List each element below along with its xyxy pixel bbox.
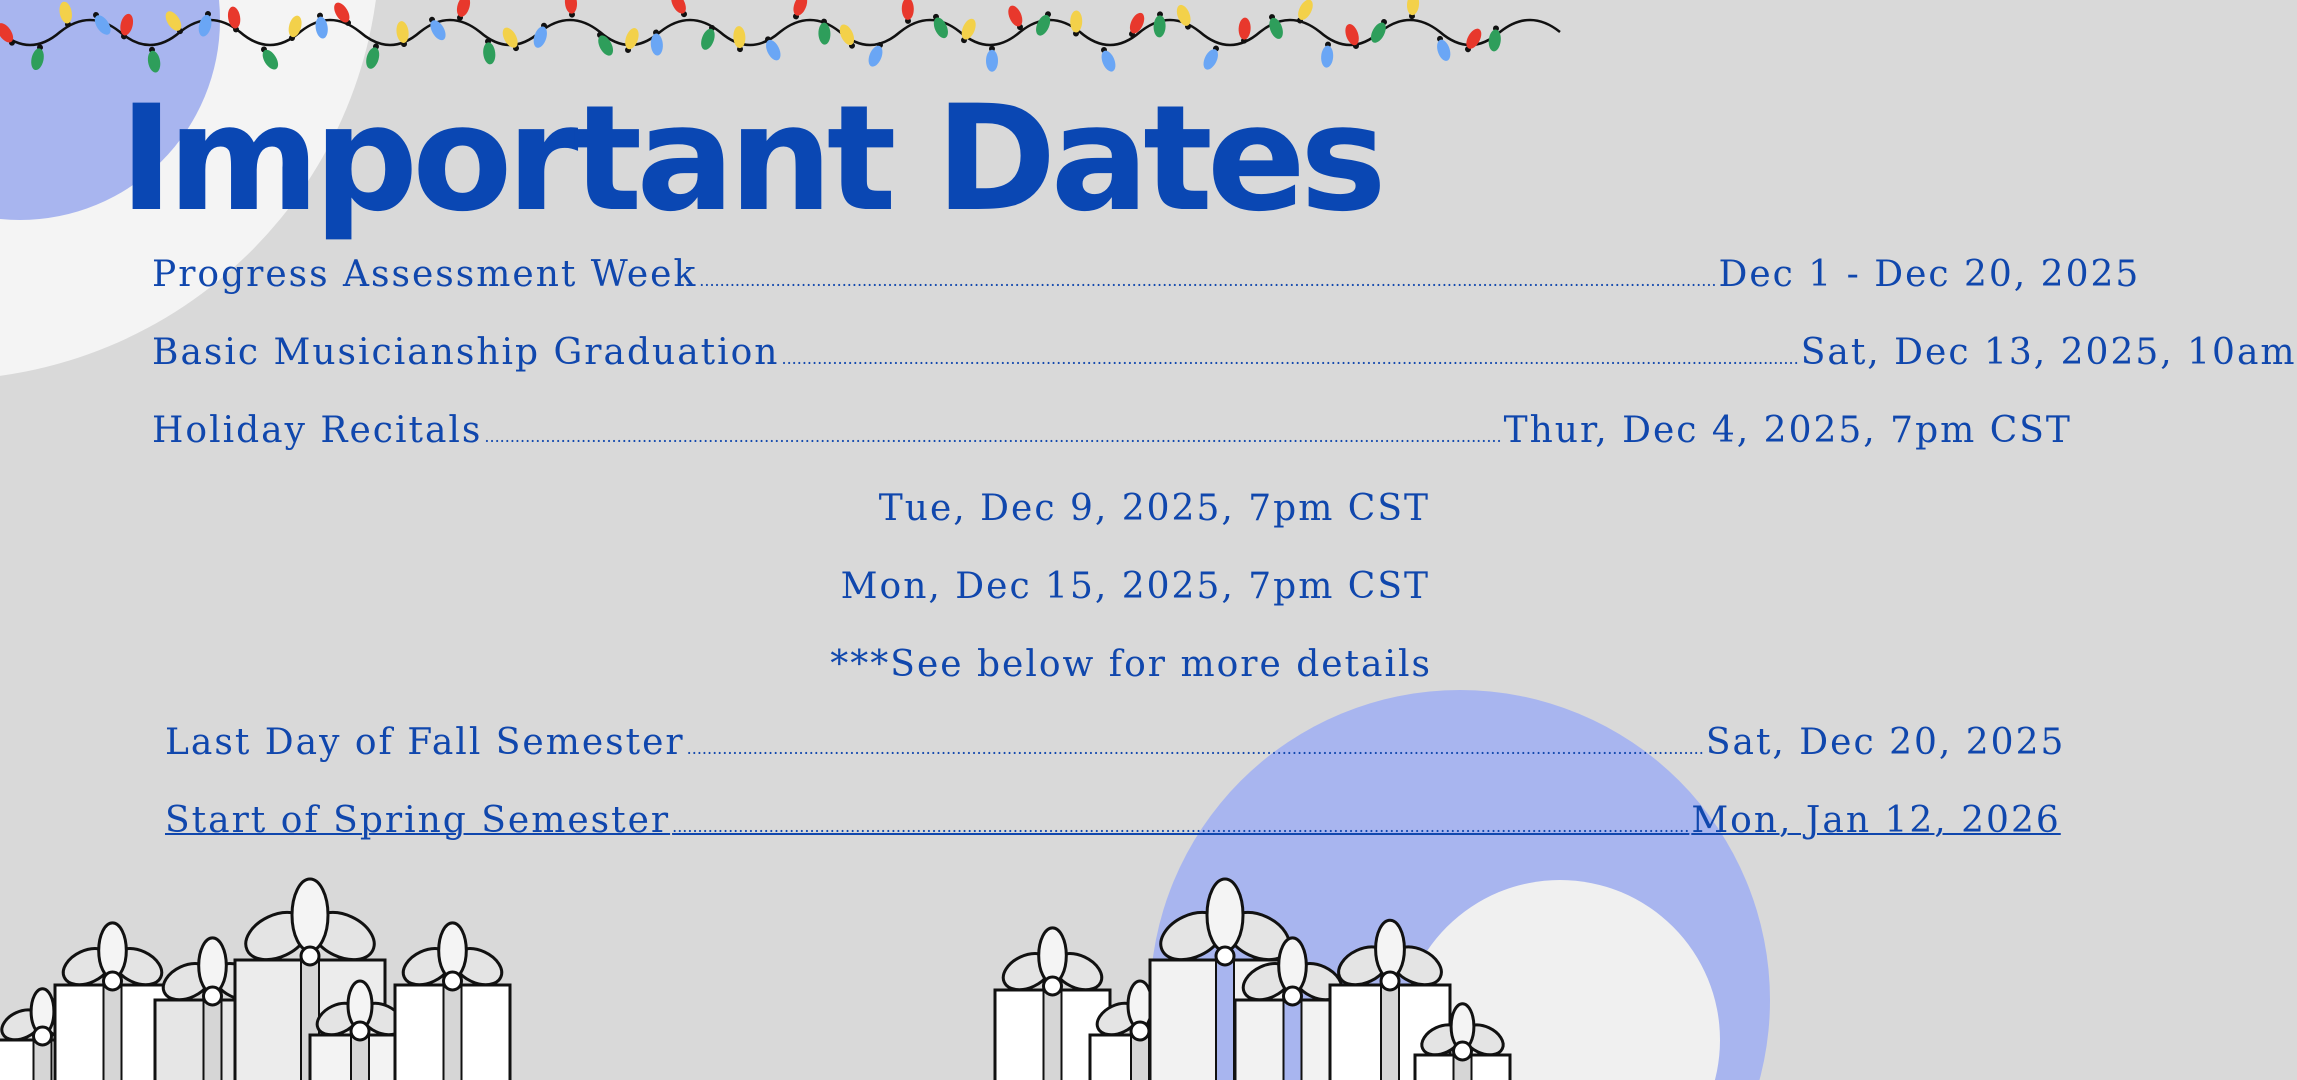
gift-box-icon (55, 923, 170, 1080)
event-date: Mon, Dec 15, 2025, 7pm CST (840, 566, 1430, 607)
dot-leader: ........................................................................................................................................................................................................ (686, 739, 1704, 758)
date-row-graduation (152, 331, 2297, 374)
event-date: Sat, Dec 13, 2025, 10am (1800, 332, 2297, 373)
event-label: Progress Assessment Week (152, 254, 698, 295)
note-text: ***See below for more details (830, 644, 1432, 685)
page-title: Important Dates (119, 74, 1381, 244)
gift-box-icon (395, 923, 510, 1080)
event-date: Thur, Dec 4, 2025, 7pm CST (1503, 410, 2072, 451)
event-label: Basic Musicianship Graduation (152, 332, 780, 373)
event-date[interactable]: Mon, Jan 12, 2026 (1691, 800, 2061, 841)
event-label[interactable]: Start of Spring Semester (165, 800, 671, 841)
date-row-progress-assessment (152, 253, 2141, 296)
dot-leader: ........................................................................................................................................................................................................ (699, 271, 1717, 290)
date-row-last-day-fall (165, 721, 2066, 764)
event-date: Sat, Dec 20, 2025 (1705, 722, 2066, 763)
date-row-holiday-recitals (152, 409, 2072, 452)
date-row-start-spring[interactable] (165, 799, 2061, 842)
gift-boxes-decoration (0, 850, 1500, 1080)
recital-details-note (152, 643, 1432, 686)
event-date: Tue, Dec 9, 2025, 7pm CST (878, 488, 1430, 529)
recital-date-2 (152, 487, 1430, 530)
dot-leader: ........................................................................................................................................................................................................ (672, 817, 1690, 836)
recital-date-3 (152, 565, 1430, 608)
event-date: Dec 1 - Dec 20, 2025 (1718, 254, 2141, 295)
dot-leader: ........................................................................................................................................................................................................ (781, 349, 1799, 368)
event-label: Last Day of Fall Semester (165, 722, 685, 763)
event-label: Holiday Recitals (152, 410, 483, 451)
dot-leader: ........................................................................................................................................................................................................ (484, 427, 1502, 446)
